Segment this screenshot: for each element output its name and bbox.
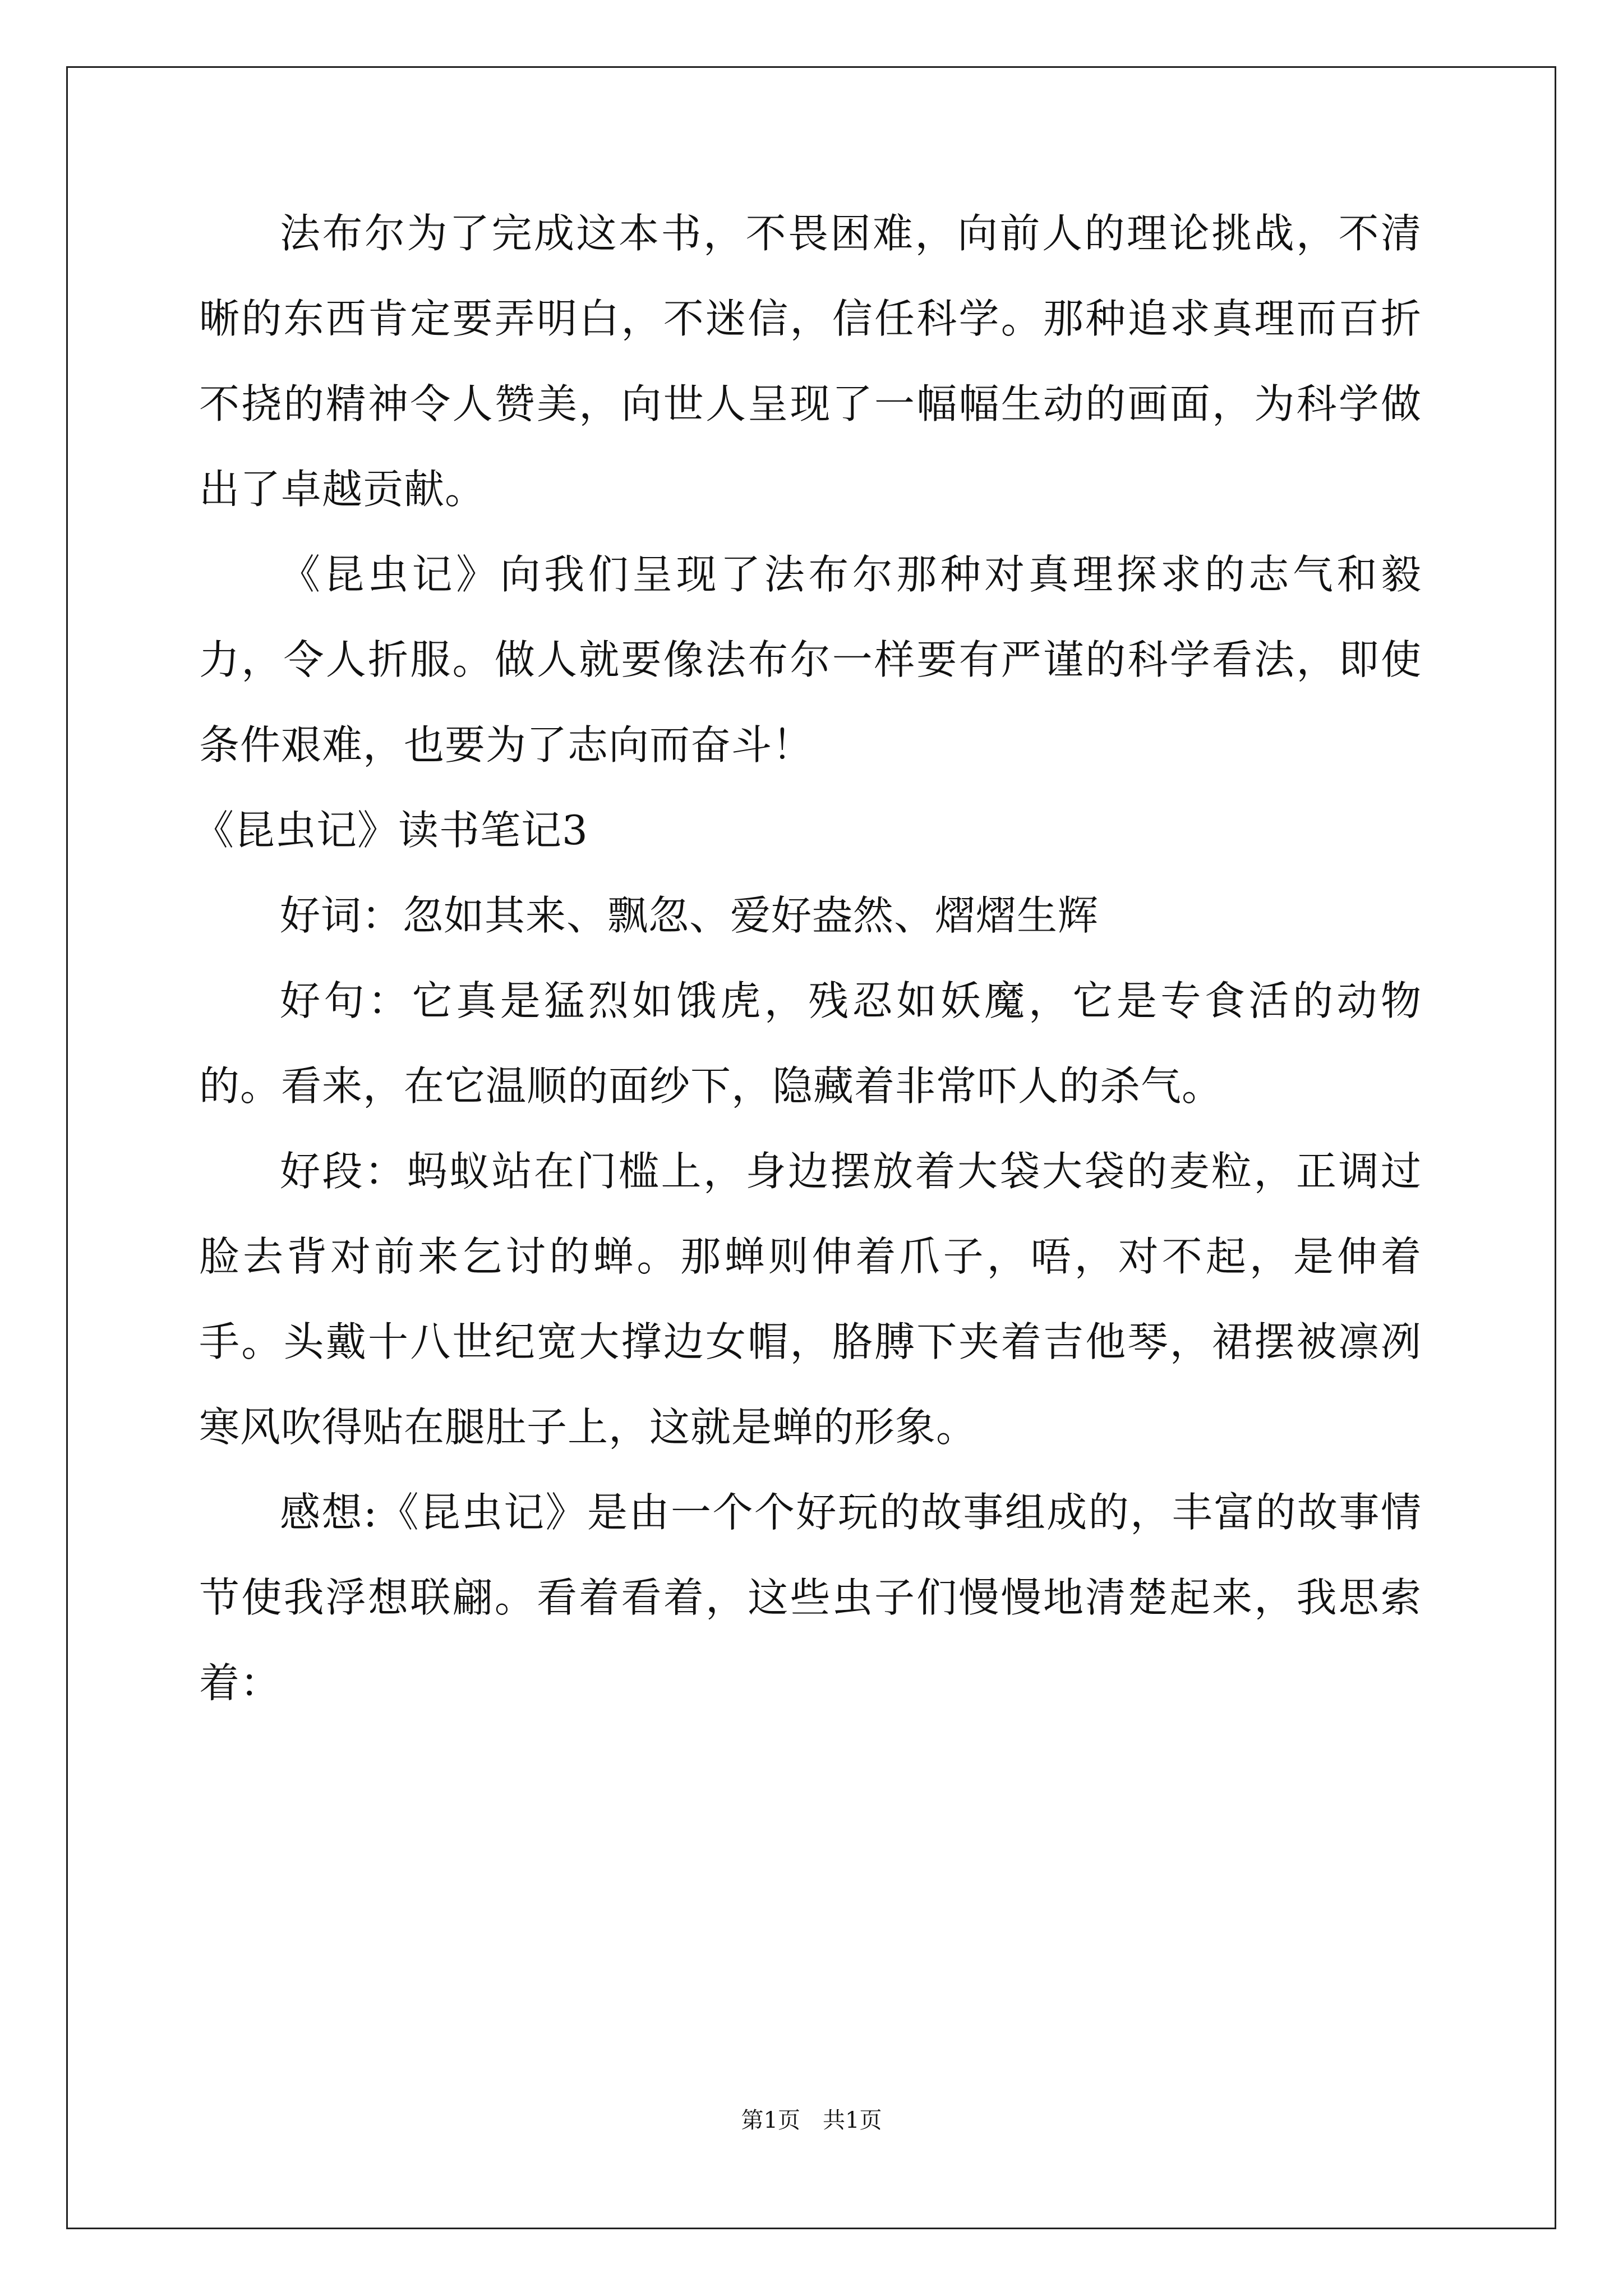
good-passage-paragraph: 好段：蚂蚁站在门槛上，身边摆放着大袋大袋的麦粒，正调过脸去背对前来乞讨的蝉。那蝉则伸着爪子，唔，对不起，是伸着手。头戴十八世纪宽大撑边女帽，胳膊下夹着吉他琴，裙摆被凛冽寒风吹得贴在腿肚子上，这就是蝉的形象。 [199,1148,1422,1451]
good-sentence-paragraph: 好句：它真是猛烈如饿虎，残忍如妖魔，它是专食活的动物的。看来，在它温顺的面纱下，隐藏着非常吓人的杀气。 [199,977,1422,1110]
good-words-paragraph: 好词：忽如其来、飘忽、爱好盎然、熠熠生辉 [280,892,1099,939]
section-title: 《昆虫记》读书笔记3 [193,807,588,854]
reflection-paragraph: 感想:《昆虫记》是由一个个好玩的故事组成的，丰富的故事情节使我浮想联翩。看着看着，这些虫子们慢慢地清楚起来，我思索着： [199,1489,1422,1706]
paragraph-2: 《昆虫记》向我们呈现了法布尔那种对真理探求的志气和毅力，令人折服。做人就要像法布尔一样要有严谨的科学看法，即使条件艰难，也要为了志向而奋斗！ [199,551,1422,769]
page-footer: 第1页 共1页 [741,2108,882,2133]
document-body [193,191,1422,1726]
paragraph-1: 法布尔为了完成这本书，不畏困难，向前人的理论挑战，不清晰的东西肯定要弄明白，不迷信，信任科学。那种追求真理而百折不挠的精神令人赞美，向世人呈现了一幅幅生动的画面，为科学做出了卓越贡献。 [199,210,1422,513]
